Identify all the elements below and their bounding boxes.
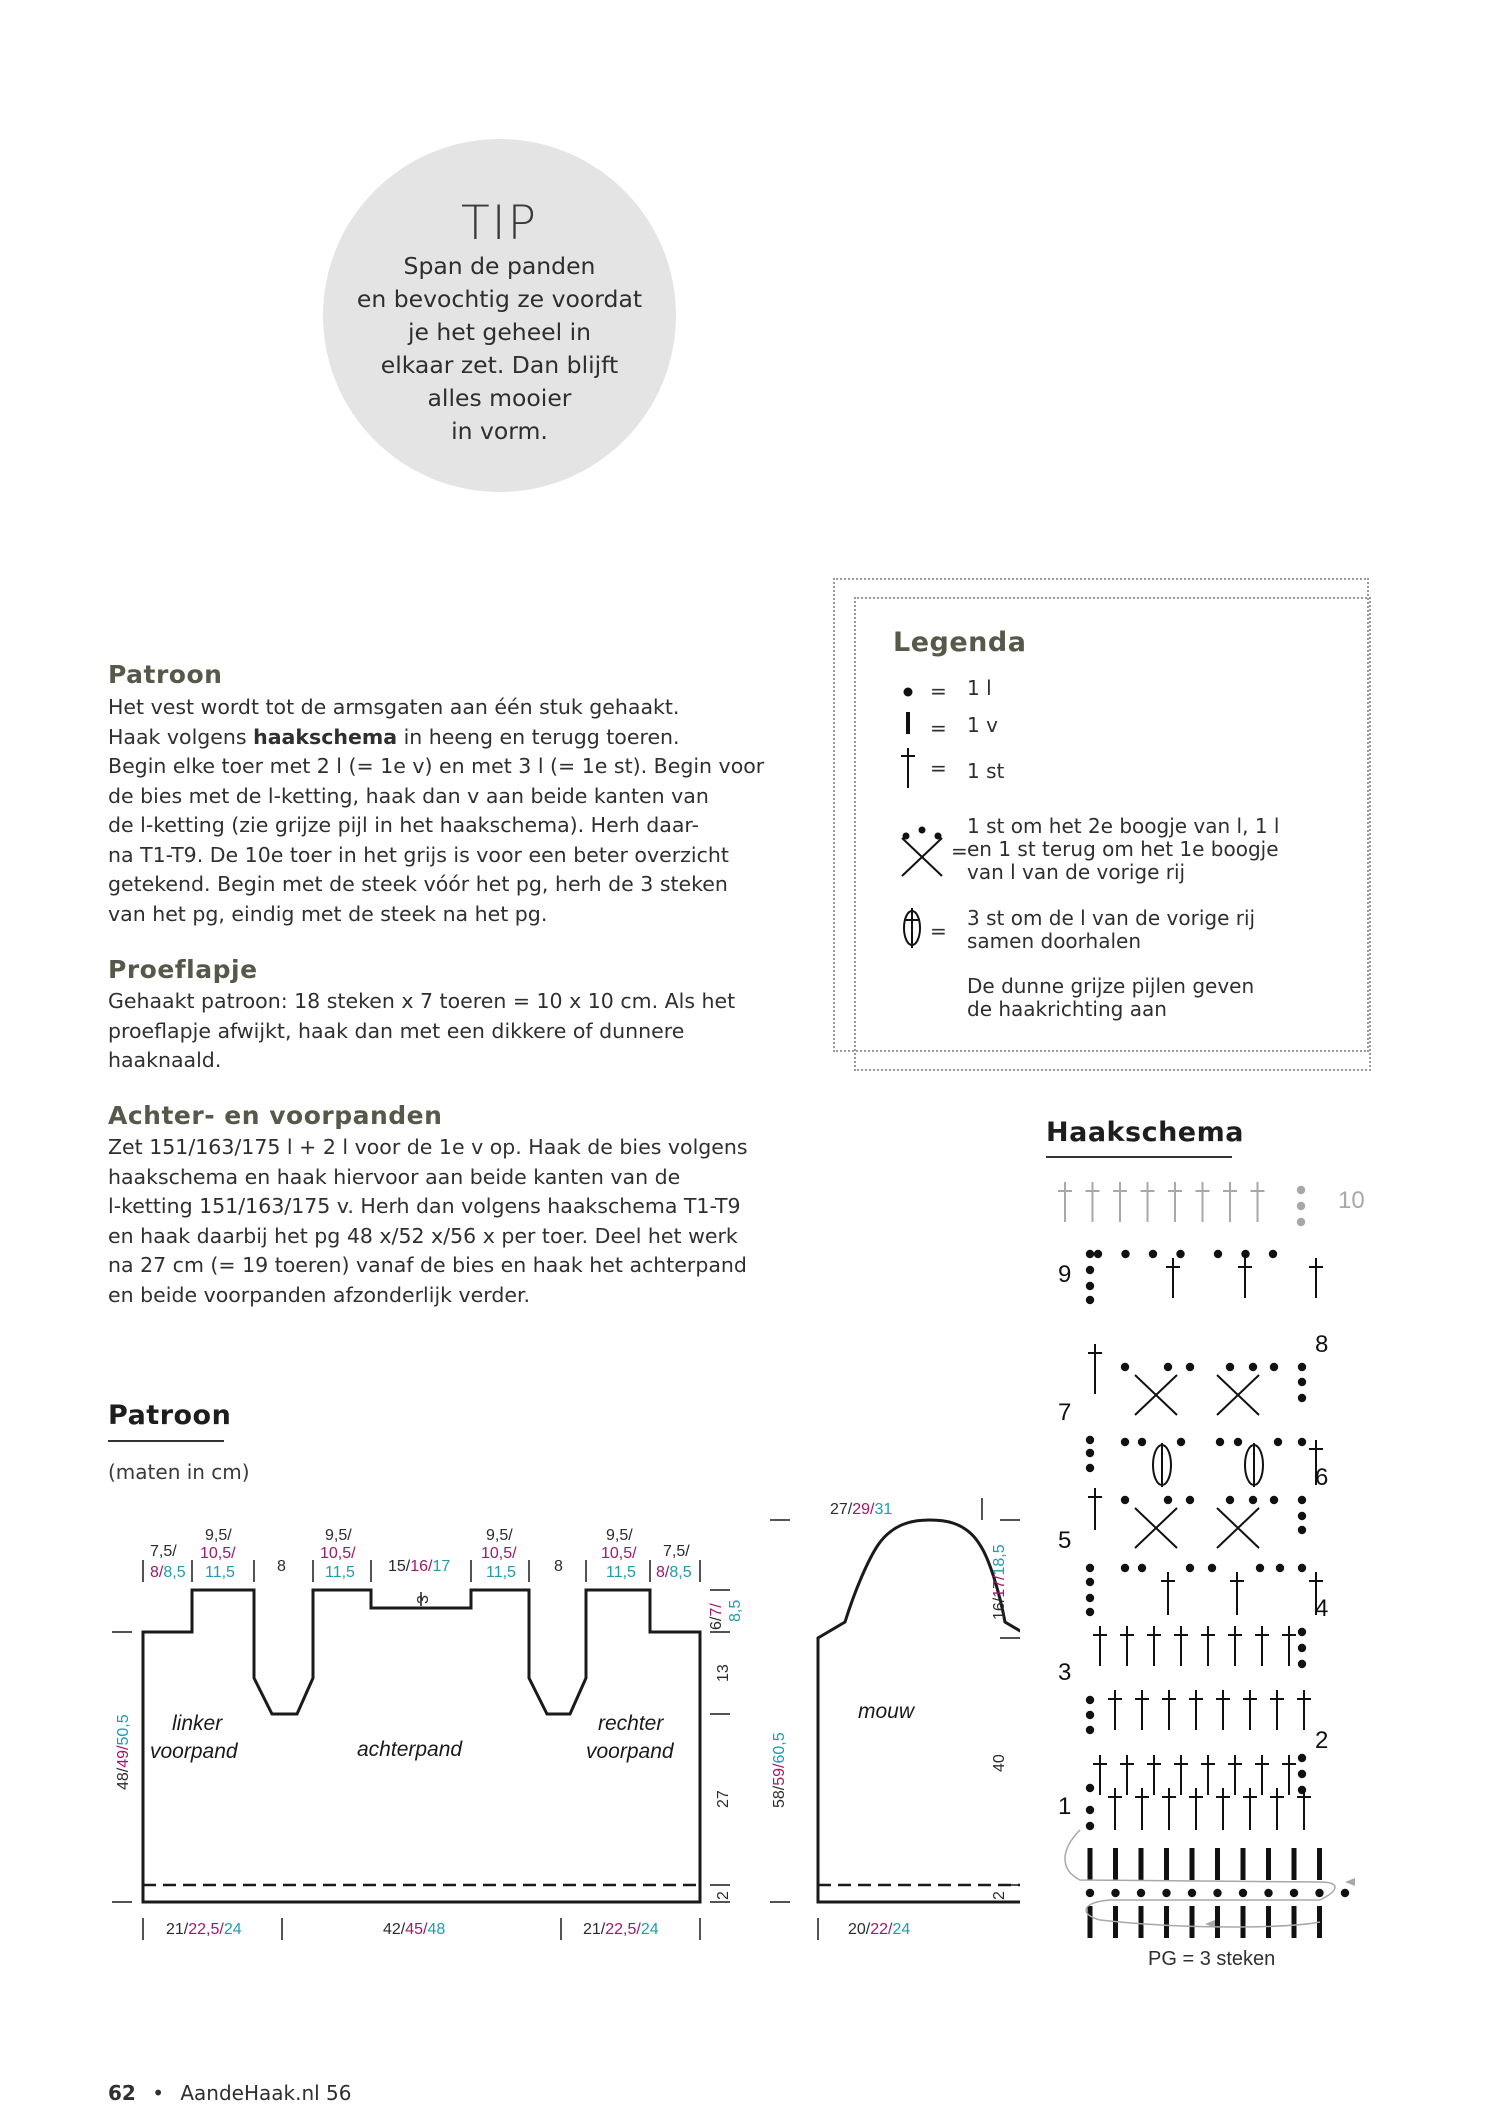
cluster-icon	[904, 908, 920, 948]
legend-eq: =	[930, 716, 947, 740]
text-line: Zet 151/163/175 l + 2 l voor de 1e v op. Haak de bies volgens	[108, 1135, 748, 1159]
dot-icon	[904, 688, 913, 697]
label-linker-voorpand: voorpand	[150, 1740, 238, 1763]
chain-dot	[1086, 1282, 1094, 1290]
legend-text-arrows: De dunne grijze pijlen geven de haakrichting aan	[967, 974, 1255, 1021]
chain-dot	[1298, 1394, 1306, 1402]
dim-label: 7,5/	[663, 1543, 690, 1560]
text-line: proeflapje afwijkt, haak dan met een dikkere of dunnere	[108, 1018, 685, 1043]
chain-dot	[1186, 1496, 1194, 1504]
chain-dot	[1086, 1464, 1094, 1472]
chain-dot	[1086, 1449, 1094, 1457]
legend-text-cross: 1 st om het 2e boogje van l, 1 l en 1 st terug om het 1e boogje van l van de vorige rij	[967, 814, 1280, 884]
legend-title: Legenda	[893, 627, 1027, 658]
chain-dot	[1138, 1564, 1146, 1572]
legend-text-dot: 1 l	[967, 676, 992, 700]
dim-label: 8	[277, 1558, 286, 1575]
footer-bullet: •	[152, 2081, 164, 2105]
chain-dot	[1121, 1438, 1129, 1446]
haakschema-underline	[1046, 1156, 1232, 1158]
label-mouw: mouw	[858, 1700, 915, 1723]
dim-label: 2	[715, 1891, 732, 1900]
patroon-diagram-subtitle: (maten in cm)	[108, 1460, 250, 1484]
text-line: Haak volgens haakschema in heeng en terugg toeren.	[108, 724, 680, 749]
tip-title: TIP	[461, 196, 538, 251]
chain-dot	[1138, 1438, 1146, 1446]
dim-label: 58/59/60,5	[771, 1732, 788, 1808]
row-number: 8	[1315, 1331, 1329, 1358]
dim-label: 11,5	[325, 1564, 355, 1581]
text-line: en beide voorpanden afzonderlijk verder.	[108, 1282, 531, 1307]
chain-dot	[1177, 1438, 1185, 1446]
piece-labels	[150, 1700, 916, 1763]
chain-dot	[1298, 1754, 1306, 1762]
dim-label: 2	[991, 1891, 1008, 1900]
chain-dot	[1086, 1822, 1094, 1830]
chain-dot	[1086, 1578, 1094, 1586]
dim-label: 42/45/48	[383, 1921, 446, 1938]
tip-line: Span de panden	[403, 252, 596, 280]
chain-dot	[1086, 1296, 1094, 1304]
chain-dot	[1270, 1496, 1278, 1504]
legend-text-cluster: 3 st om de l van de vorige rij samen doorhalen	[967, 906, 1256, 953]
chain-dot	[1121, 1250, 1129, 1258]
chain-dot	[1213, 1889, 1221, 1897]
chain-dot	[1086, 1696, 1094, 1704]
row-number: 3	[1058, 1659, 1072, 1686]
haakschema-title: Haakschema	[1046, 1117, 1244, 1148]
dim-label: 21/22,5/24	[583, 1921, 659, 1938]
chain-dot	[1239, 1889, 1247, 1897]
page-footer	[108, 2081, 352, 2105]
sc-mark	[1190, 1906, 1195, 1938]
text-line: na T1-T9. De 10e toer in het grijs is voor een beter overzicht	[108, 842, 729, 867]
sc-mark	[1292, 1848, 1297, 1880]
chain-dot	[1249, 1496, 1257, 1504]
chain-dot	[1276, 1564, 1284, 1572]
dim-label: 10,5/	[200, 1545, 236, 1562]
page-number: 62	[108, 2081, 136, 2105]
patroon-diagram-title: Patroon	[108, 1400, 232, 1431]
bar-icon	[906, 712, 910, 734]
chain-dot	[1186, 1363, 1194, 1371]
dim-label: 11,5	[205, 1564, 235, 1581]
row-number: 7	[1058, 1399, 1072, 1426]
text-line: en haak daarbij het pg 48 x/52 x/56 x per toer. Deel het werk	[108, 1223, 738, 1248]
row-number: 4	[1315, 1595, 1329, 1622]
sc-mark	[1241, 1848, 1246, 1880]
chain-dot	[1086, 1608, 1094, 1616]
proeflapje-heading: Proeflapje	[108, 955, 258, 984]
chain-dot	[1162, 1889, 1170, 1897]
arrow-head	[1345, 1878, 1355, 1886]
dim-label: 48/49/50,5	[115, 1714, 132, 1790]
tip-line: elkaar zet. Dan blijft	[380, 351, 619, 379]
text-line: na 27 cm (= 19 toeren) vanaf de bies en haak het achterpand	[108, 1253, 747, 1277]
chain-dot	[1086, 1889, 1094, 1897]
dim-label: 8	[554, 1558, 563, 1575]
dim-label: 21/22,5/24	[166, 1921, 242, 1938]
chain-dot	[1111, 1889, 1119, 1897]
text-line: getekend. Begin met de steek vóór het pg, herh de 3 steken	[108, 872, 728, 896]
chain-dot	[1298, 1496, 1306, 1504]
tip-line: en bevochtig ze voordat	[356, 285, 643, 313]
chain-dot	[1264, 1889, 1272, 1897]
chain-dot	[1086, 1250, 1094, 1258]
row-number: 10	[1338, 1187, 1365, 1214]
dim-label: 11,5	[606, 1564, 636, 1581]
sc-mark	[1317, 1848, 1322, 1880]
chain-dot	[1086, 1726, 1094, 1734]
chain-dot	[1256, 1564, 1264, 1572]
chain-dot	[1149, 1250, 1157, 1258]
patroon-heading: Patroon	[108, 660, 223, 689]
chain-dot	[1086, 1711, 1094, 1719]
legend-eq: =	[930, 919, 947, 943]
text-line: Gehaakt patroon: 18 steken x 7 toeren = 10 x 10 cm. Als het	[108, 989, 736, 1013]
text-line: l-ketting 151/163/175 v. Herh dan volgens haakschema T1-T9	[108, 1194, 741, 1218]
label-achterpand: achterpand	[357, 1738, 463, 1761]
chain-dot	[1290, 1889, 1298, 1897]
patroon-schematic	[100, 1490, 1020, 1960]
dim-label: 8,5	[727, 1599, 744, 1622]
dim-label: 8/8,5	[150, 1564, 186, 1581]
chain-dot	[1241, 1250, 1249, 1258]
dim-label: 16/17/18,5	[991, 1544, 1008, 1620]
chain-dot	[1121, 1496, 1129, 1504]
chain-dot	[1298, 1378, 1306, 1386]
proeflapje-text	[108, 987, 748, 1076]
legend-eq: =	[930, 756, 947, 780]
dim-label: 9,5/	[325, 1527, 352, 1544]
chain-dot	[1226, 1363, 1234, 1371]
chain-dot	[1176, 1250, 1184, 1258]
dim-label: 27	[715, 1790, 732, 1808]
haakschema-diagram	[1040, 1170, 1380, 1970]
tip-body	[333, 250, 666, 448]
sc-mark	[1113, 1848, 1118, 1880]
dim-label: 8/8,5	[656, 1564, 692, 1581]
magazine-name: AandeHaak.nl 56	[180, 2081, 352, 2105]
chain-dot	[1214, 1250, 1222, 1258]
chain-dot	[1298, 1660, 1306, 1668]
text-line: haakschema en haak hiervoor aan beide kanten van de	[108, 1164, 681, 1189]
dim-label: 15/16/17	[388, 1558, 451, 1575]
sc-mark	[1164, 1848, 1169, 1880]
row-number: 5	[1058, 1527, 1072, 1554]
label-rechter-voorpand: voorpand	[586, 1740, 674, 1763]
chain-dot	[1186, 1564, 1194, 1572]
sc-mark	[1266, 1906, 1271, 1938]
chain-dot	[1216, 1438, 1224, 1446]
chain-dot	[1226, 1496, 1234, 1504]
chain-dot	[1297, 1186, 1305, 1194]
chain-dot	[1164, 1363, 1172, 1371]
sc-mark	[1190, 1848, 1195, 1880]
row-number: 1	[1058, 1793, 1072, 1820]
row-number: 6	[1315, 1464, 1329, 1491]
dim-label: 9,5/	[486, 1527, 513, 1544]
stitch-icon	[901, 748, 915, 788]
chain-dot	[1298, 1363, 1306, 1371]
chain-dot	[1086, 1266, 1094, 1274]
bottom-dimensions	[166, 1921, 659, 1938]
chain-dot	[1208, 1564, 1216, 1572]
chain-dot	[1121, 1564, 1129, 1572]
dim-label: 11,5	[486, 1564, 516, 1581]
dim-label: 27/29/31	[830, 1501, 893, 1518]
chain-dot	[1137, 1889, 1145, 1897]
chain-dot	[1274, 1438, 1282, 1446]
tip-line: je het geheel in	[407, 318, 592, 346]
chain-dot	[1298, 1644, 1306, 1652]
chain-dot	[1315, 1889, 1323, 1897]
dim-label: 10,5/	[481, 1545, 517, 1562]
cross-icon	[902, 827, 942, 877]
chain-dot	[1121, 1363, 1129, 1371]
dim-label: 10,5/	[320, 1545, 356, 1562]
legend-text-stitch: 1 st	[967, 759, 1005, 783]
chain-dot	[1086, 1436, 1094, 1444]
legend-text-bar: 1 v	[967, 713, 998, 737]
chain-dot	[1298, 1526, 1306, 1534]
legend-eq: =	[930, 679, 947, 703]
chain-dot	[1298, 1512, 1306, 1520]
panden-heading: Achter- en voorpanden	[108, 1101, 443, 1130]
dim-label: 13	[715, 1664, 732, 1682]
dim-label: 20/22/24	[848, 1921, 911, 1938]
text-line: Het vest wordt tot de armsgaten aan één stuk gehaakt.	[108, 695, 680, 719]
sc-mark	[1241, 1906, 1246, 1938]
sc-mark	[1215, 1906, 1220, 1938]
label-linker: linker	[172, 1712, 223, 1735]
sleeve-outline	[818, 1520, 1020, 1902]
patroon-text	[108, 693, 765, 929]
chain-dot	[1298, 1628, 1306, 1636]
text-line: haaknaald.	[108, 1048, 222, 1072]
chain-dot	[1297, 1218, 1305, 1226]
chain-dot	[1188, 1889, 1196, 1897]
dim-label: 9,5/	[606, 1527, 633, 1544]
legend-eq: =	[951, 839, 968, 863]
dim-label: 40	[991, 1754, 1008, 1772]
chain-dot	[1269, 1250, 1277, 1258]
tip-line: alles mooier	[427, 384, 572, 412]
sc-mark	[1139, 1848, 1144, 1880]
haakschema-caption: PG = 3 steken	[1148, 1948, 1276, 1970]
text-line: van het pg, eindig met de steek na het pg.	[108, 901, 548, 926]
dim-label: 9,5/	[205, 1527, 232, 1544]
patroon-diagram-underline	[108, 1440, 224, 1442]
chain-dot	[1086, 1594, 1094, 1602]
sc-mark	[1088, 1906, 1093, 1938]
chain-dot	[1086, 1784, 1094, 1792]
text-line: de bies met de l-ketting, haak dan v aan beide kanten van	[108, 783, 709, 808]
chain-dot	[1249, 1363, 1257, 1371]
sc-mark	[1139, 1906, 1144, 1938]
chain-dot	[1086, 1806, 1094, 1814]
dim-label: 6/7/	[708, 1603, 725, 1630]
chain-dot	[1164, 1496, 1172, 1504]
dim-label: 10,5/	[601, 1545, 637, 1562]
text-line: Begin elke toer met 2 l (= 1e v) en met 3 l (= 1e st). Begin voor	[108, 754, 765, 778]
row-number: 2	[1315, 1727, 1329, 1754]
sc-mark	[1292, 1906, 1297, 1938]
chain-dot	[1234, 1438, 1242, 1446]
label-rechter: rechter	[598, 1712, 664, 1735]
sc-mark	[1215, 1848, 1220, 1880]
dim-label: 7,5/	[150, 1543, 177, 1560]
chain-dot	[1094, 1250, 1102, 1258]
chain-dot	[1298, 1564, 1306, 1572]
chain-dot	[1341, 1889, 1349, 1897]
dim-label: 3	[415, 1595, 432, 1604]
chain-dot	[1297, 1202, 1305, 1210]
sc-mark	[1266, 1848, 1271, 1880]
text-line: de l-ketting (zie grijze pijl in het haakschema). Herh daar-	[108, 813, 699, 837]
row-number: 9	[1058, 1261, 1072, 1288]
chain-dot	[1298, 1438, 1306, 1446]
sc-mark	[1088, 1848, 1093, 1880]
panden-text	[108, 1133, 748, 1310]
chain-dot	[1298, 1770, 1306, 1778]
tip-line: in vorm.	[451, 417, 548, 445]
sc-mark	[1164, 1906, 1169, 1938]
chain-dot	[1270, 1363, 1278, 1371]
chain-dot	[1086, 1564, 1094, 1572]
